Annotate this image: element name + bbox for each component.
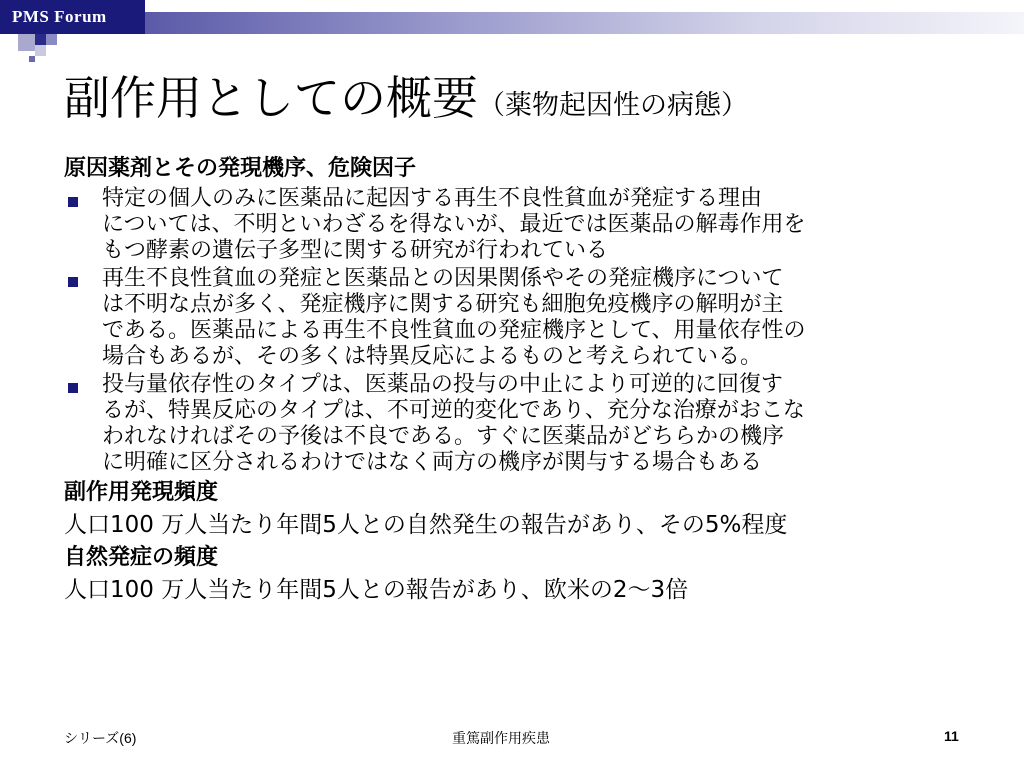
- square-bullet-icon: [68, 197, 78, 207]
- bullet-item: [64, 266, 984, 370]
- page-number: 11: [944, 728, 959, 744]
- bullet-line: 投与量依存性のタイプは、医薬品の投与の中止により可逆的に回復す: [102, 372, 783, 397]
- square-bullet-icon: [68, 383, 78, 393]
- bullet-line: るが、特異反応のタイプは、不可逆的変化であり、充分な治療がおこな: [102, 398, 805, 423]
- bullet-item: [64, 186, 984, 264]
- decor-square: [29, 56, 35, 62]
- bullet-line: に明確に区分されるわけではなく両方の機序が関与する場合もある: [102, 450, 763, 475]
- bullet-line: 場合もあるが、その多くは特異反応によるものと考えられている。: [102, 344, 763, 369]
- square-bullet-icon: [68, 277, 78, 287]
- slide-title: [64, 62, 748, 128]
- logo-box: [0, 0, 145, 34]
- natural-frequency-text: 人口100 万人当たり年間5人との報告があり、欧米の2～3倍: [64, 577, 689, 603]
- section-heading-frequency: 副作用発現頻度: [64, 480, 219, 505]
- bullet-line: もつ酵素の遺伝子多型に関する研究が行われている: [102, 238, 609, 263]
- section-heading-causes: 原因薬剤とその発現機序、危険因子: [64, 156, 417, 181]
- section-heading-natural: 自然発症の頻度: [64, 545, 219, 570]
- slide-title-main: 副作用としての概要: [64, 71, 478, 125]
- bullet-line: である。医薬品による再生不良性貧血の発症機序として、用量依存性の: [102, 318, 806, 343]
- slide-title-sub: （薬物起因性の病態）: [478, 90, 748, 121]
- decor-square: [35, 34, 46, 45]
- footer-topic: 重篤副作用疾患: [452, 730, 550, 746]
- logo-text: PMS Forum: [12, 7, 107, 26]
- bullet-line: われなければその予後は不良である。すぐに医薬品がどちらかの機序: [102, 424, 785, 449]
- decor-square: [46, 34, 57, 45]
- decor-square: [35, 45, 46, 56]
- bullet-item: [64, 372, 984, 476]
- slide-content: [64, 152, 984, 608]
- bullet-line: は不明な点が多く、発症機序に関する研究も細胞免疫機序の解明が主: [102, 292, 784, 317]
- bullet-line: については、不明といわざるを得ないが、最近では医薬品の解毒作用を: [102, 212, 806, 237]
- header-gradient-bar: [145, 12, 1024, 34]
- footer-series: シリーズ(6): [64, 730, 137, 746]
- bullet-line: 再生不良性貧血の発症と医薬品との因果関係やその発症機序について: [102, 266, 784, 291]
- bullet-line: 特定の個人のみに医薬品に起因する再生不良性貧血が発症する理由: [102, 186, 763, 211]
- frequency-text: 人口100 万人当たり年間5人との自然発生の報告があり、その5%程度: [64, 512, 788, 538]
- decor-square: [18, 34, 35, 51]
